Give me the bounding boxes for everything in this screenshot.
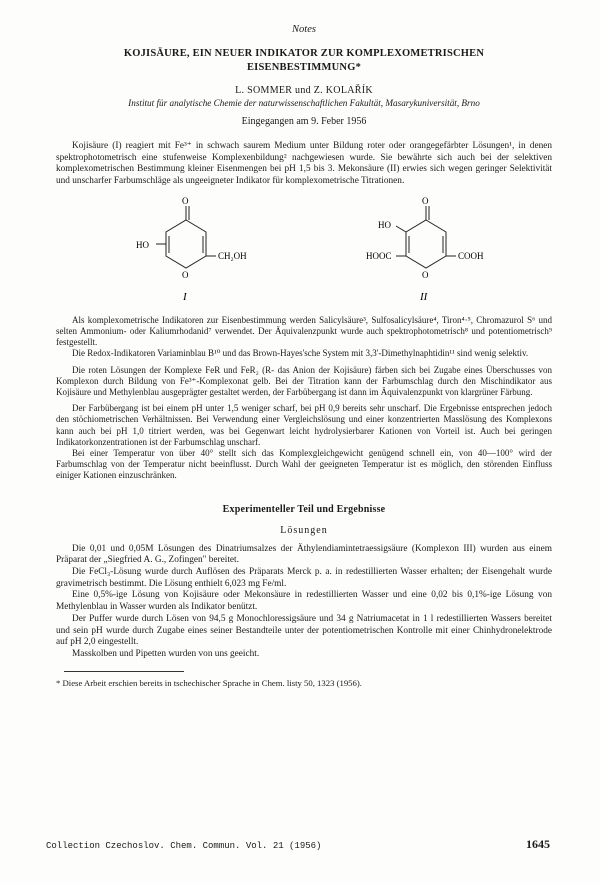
paragraph-indicators: Als komplexometrische Indikatoren zur Eisenbestimmung werden Salicylsäure³, Sulfosalicylsäure⁴, Tiron⁴·⁵, Chromazurol S⁶ und selten Ammonium- oder Kaliumrhodanid⁷ verwendet. Der Äquivalenzpunkt wurde auch spektrophotometrisch⁸ und potentiometrisch⁹ festgestellt. (56, 314, 552, 348)
meconic-ho-label: HO (378, 219, 391, 230)
paragraph-redox: Die Redox-Indikatoren Variaminblau B¹⁰ und das Brown-Hayes'sche System mit 3,3'-Dimethylnaphtidin¹¹ sind wenig selektiv. (72, 348, 529, 359)
kojic-ring (166, 220, 206, 268)
page-content (56, 24, 552, 689)
kojic-ch2oh-label: CH₂OH (218, 250, 247, 261)
affiliation: Institut für analytische Chemie der naturwissenschaftlichen Fakultät, Masarykuniversität, Brno (128, 98, 480, 108)
intro-paragraph: Kojisäure (I) reagiert mit Fe³⁺ in schwach saurem Medium unter Bildung roter oder orangegefärbter Lösungen¹, in denen spektrophotometrisch eine stufenweise Komplexenbildung² nachgewiesen wurde. Sie bewährte sich auch bei der selektiven komplexometrischen Bestimmung kleiner Eisenmengen bei pH 1,5 bis 3. Mekonsäure (II) erwies sich wegen geringer Selektivität und unscharfer Farbumschläge als ungeeigneter Indikator für komplexometrische Titrationen. (56, 141, 552, 187)
subsection-title: Lösungen (280, 524, 328, 536)
paragraph-temperature: Bei einer Temperatur von über 40° stellt sich das Komplexgleichgewicht genügend schnell ein, von 40—100° wird der Farbumschlag von der Temperatur nicht beeinflusst. Durch Wahl der geeigneten Temperatur ist es möglich, den störenden Einfluss einiger Kationen einzuschränken. (56, 448, 552, 481)
paragraph-ph: Der Farbübergang ist bei einem pH unter 1,5 weniger scharf, bei pH 0,9 bereits sehr unscharf. Die Ergebnisse entsprechen jedoch den stöchiometrischen Verhältnissen. Bei Verwendung einer Vergleichslösung und einer konzentrierten Masslösung des Komplexons kann auch bei pH 1,0 titriert werden, was bei Gegenwart leicht hydrolysierbarer Kationen von Vorteil ist. Auch bei geringen Indikatorkonzentrationen ist der Farbumschlag unscharf. (56, 403, 552, 447)
authors: L. SOMMER und Z. KOLAŘÍK (235, 85, 373, 96)
paragraph-indicator-solution: Eine 0,5%-ige Lösung von Kojisäure oder Mekonsäure in redestillierten Wasser und eine 0,02 bis 0,1%-ige Lösung von Methylenblau in Wasser wurden als Indikator benützt. (56, 590, 552, 613)
article-title (56, 47, 552, 75)
meconic-ring (406, 220, 446, 268)
received-date: Eingegangen am 9. Feber 1956 (241, 116, 367, 127)
structure-kojic-acid (156, 206, 216, 268)
journal-citation: Collection Czechoslov. Chem. Commun. Vol. 21 (1956) (46, 841, 322, 851)
footnote: * Diese Arbeit erschien bereits in tschechischer Sprache in Chem. listy 50, 1323 (1956). (56, 677, 362, 688)
kojic-keto-o: O (182, 195, 189, 206)
kojic-ring-o: O (182, 269, 189, 280)
structure-meconic-acid (396, 206, 456, 268)
meconic-keto-o: O (422, 195, 429, 206)
meconic-hooc-label: HOOC (366, 250, 392, 261)
structure-figures (56, 196, 552, 308)
footnote-rule (64, 671, 184, 672)
section-title: Experimenteller Teil und Ergebnisse (222, 503, 386, 515)
experimental-block (56, 544, 552, 661)
paragraph-red-solutions: Die roten Lösungen der Komplexe FeR und FeR₂ (R- das Anion der Kojisäure) färben sich bei Zugabe eines Überschusses von Komplexon durch Bildung von Fe³⁺-Komplexonat gelb. Bei der Titration kann der Farbumschlag durch den Mischindikator aus Kojisäure und Methylenblau ausgeprägter gestaltet werden, der Farbübergang ist dann im Äquivalenzpunkt von klargrüner Färbung. (56, 364, 552, 398)
paragraph-glassware: Masskolben und Pipetten wurden von uns geeicht. (72, 648, 260, 659)
title-line-1: KOJISÄURE, EIN NEUER INDIKATOR ZUR KOMPLEXOMETRISCHEN (123, 48, 485, 59)
paragraph-fecl3: Die FeCl₃-Lösung wurde durch Auflösen des Präparats Merck p. a. in redestillierten Wasser erhalten; der Eisengehalt wurde gravimetrisch bestimmt. Die Lösung enthielt 6,023 mg Fe/ml. (56, 567, 552, 589)
title-line-2: EISENBESTIMMUNG* (246, 62, 362, 73)
page-number: 1645 (526, 837, 550, 851)
running-head: Notes (292, 24, 316, 35)
paragraph-buffer: Der Puffer wurde durch Lösen von 94,5 g Monochloressigsäure und 34 g Natriumacetat in 1 l redestillierten Wassers bereitet und sein pH wurde durch Zugabe eines seiner Bestandteile unter der potentiometrischen Kontrolle mit einer Chinhydronelektrode auf pH 2,0 eingestellt. (56, 613, 552, 648)
kojic-ho-label: HO (136, 239, 149, 250)
meconic-ring-o: O (422, 269, 429, 280)
structure-label-II: II (420, 290, 428, 303)
structure-label-I: I (183, 290, 187, 303)
meconic-ho-bond (396, 226, 406, 232)
paragraph-komplexon: Die 0,01 und 0,05M Lösungen des Dinatriumsalzes der Äthylendiamintetraessigsäure (Komplexon III) wurden aus einem Präparat der „Siegfried A. G., Zofingen" bereitet. (56, 543, 552, 566)
structure-svg (56, 196, 552, 308)
discussion-block (56, 315, 552, 482)
meconic-cooh-label: COOH (458, 250, 484, 261)
